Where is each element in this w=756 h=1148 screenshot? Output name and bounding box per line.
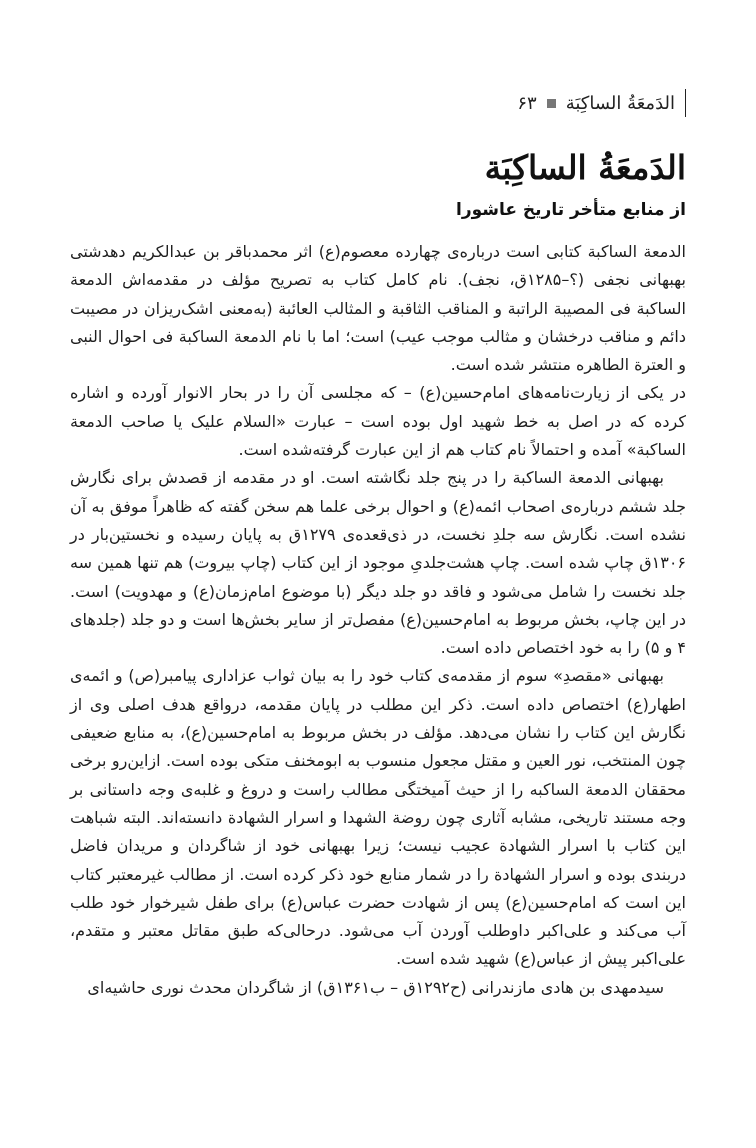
page-title: الدَمعَةُ الساکِبَة (484, 148, 686, 187)
paragraph-1: الدمعة الساکبة کتابی است درباره‌ی چهارده معصوم(ع) اثر محمدباقر بن عبدالکریم دهدشتی بهبهانی نجفی (؟–۱۲۸۵ق، نجف). نام کامل کتاب به تصریح مؤلف در مقدمه‌اش الدمعة الساکبة فی المصیبة الراتبة و المناقب الثاقبة و المثالب العائبة (به‌معنی اشک‌ریزان در مصیبت دائم و مناقب درخشان و مثالب موجب عیب) است؛ اما با نام الدمعة الساکبة فی احوال النبی و العترة الطاهره منتشر شده است. (70, 242, 686, 375)
page-subtitle: از منابع متأخر تاریخ عاشورا (456, 200, 686, 220)
running-title: الدَمعَةُ الساکِبَة (565, 92, 675, 114)
paragraph-4: بهبهانی «مقصدِ» سوم از مقدمه‌ی کتاب خود را به بیان ثواب عزاداری پیامبر(ص) و ائمه‌ی اطهار(ع) اختصاص داده است. ذکر این مطلب در پایان مقدمه، درواقع هدف اصلی وی از نگارش این کتاب را نشان می‌دهد. مؤلف در بخش مربوط به امام‌حسین(ع)، به منابع ضعیفی چون المنتخب، نور العین و مقتل مجعول منسوب به ابومخنف متکی بوده است. ازاین‌رو برخی محققان الدمعة الساکبه را از حیث آمیختگی مطالب راست و دروغ و غلبه‌ی وجه داستانی بر وجه مستند تاریخی، مشابه آثاری چون روضة الشهدا و اسرار الشهادة دانسته‌اند. البته شباهت این کتاب با اسرار الشهادة عجیب نیست؛ زیرا بهبهانی خود از شاگردان و مریدان فاضل دربندی بوده و اسرار الشهادة را در شمار منابع خود ذکر کرده است. از مطالب غیرمعتبر کتاب این است که امام‌حسین(ع) پس از شهادت حضرت عباس(ع) برای طفل شیرخوار خود طلب آب می‌کند و علی‌اکبر داوطلب آوردن آب می‌شود. درحالی‌که طبق مقاتل معتبر و متقدم، علی‌اکبر پیش از عباس(ع) شهید شده است. (70, 666, 686, 969)
paragraph-3: بهبهانی الدمعة الساکبة را در پنج جلد نگاشته است. او در مقدمه از قصدش برای نگارش جلد ششم درباره‌ی اصحاب ائمه(ع) و احوال برخی علما هم سخن گفته که ظاهراً موفق به آن نشده است. نگارش سه جلدِ نخست، در ذی‌قعده‌ی ۱۲۷۹ق به پایان رسیده و نخستین‌بار در ۱۳۰۶ق چاپ شده است. چاپ هشت‌جلدیِ موجود از این کتاب (چاپ بیروت) هم تنها همین سه جلد نخست را شامل می‌شود و فاقد دو جلد دیگر (با موضوع امام‌زمان(ع) و مهدویت) است. در این چاپ، بخش مربوط به امام‌حسین(ع) مفصل‌تر از سایر بخش‌ها است و دو جلد (جلدهای ۴ و ۵) را به خود اختصاص داده است. (70, 468, 687, 658)
page-number: ۶۳ (517, 92, 537, 114)
body-text (70, 238, 686, 1002)
header-divider (685, 89, 686, 117)
paragraph-5: سیدمهدی بن هادی مازندرانی (ح۱۲۹۲ق – ب۱۳۶۱ق) از شاگردان محدث نوری حاشیه‌ای (87, 977, 664, 997)
paragraph-2: در یکی از زیارت‌نامه‌های امام‌حسین(ع) – که مجلسی آن را در بحار الانوار آورده و اشاره کرده که در اصل به خط شهید اول بوده است – عبارت «السلام علیک یا صاحب الدمعة الساکبة» آمده و احتمالاً نام کتاب هم از این عبارت گرفته‌شده است. (70, 383, 686, 460)
square-bullet-icon (547, 99, 556, 108)
running-header (70, 86, 686, 120)
